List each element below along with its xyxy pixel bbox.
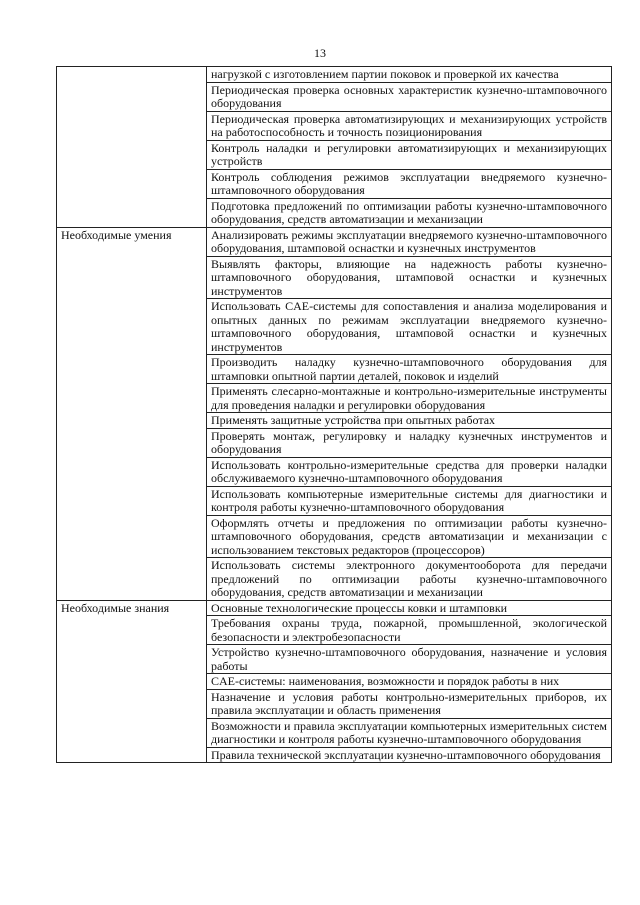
item-cell: Периодическая проверка автоматизирующих и механизирующих устройств на работоспособность и точность позиционирования	[207, 111, 612, 140]
item-cell: Применять слесарно-монтажные и контрольно-измерительные инструменты для проведения наладки и регулировки оборудования	[207, 384, 612, 413]
item-cell: Периодическая проверка основных характеристик кузнечно-штамповочного оборудования	[207, 82, 612, 111]
page-number: 13	[314, 46, 326, 60]
table-row	[57, 227, 612, 256]
item-cell: Анализировать режимы эксплуатации внедряемого кузнечно-штамповочного оборудования, штамповой оснастки и кузнечных инструментов	[207, 227, 612, 256]
item-cell: Выявлять факторы, влияющие на надежность работы кузнечно-штамповочного оборудования, штамповой оснастки и кузнечных инструментов	[207, 256, 612, 299]
item-cell: Контроль соблюдения режимов эксплуатации внедряемого кузнечно-штамповочного оборудования	[207, 169, 612, 198]
item-cell: Производить наладку кузнечно-штамповочного оборудования для штамповки опытной партии деталей, поковок и изделий	[207, 355, 612, 384]
item-cell: Использовать системы электронного документооборота для передачи предложений по оптимизации работы кузнечно-штамповочного оборудования, средств автоматизации и механизации	[207, 558, 612, 601]
item-cell: Контроль наладки и регулировки автоматизирующих и механизирующих устройств	[207, 140, 612, 169]
item-cell: Основные технологические процессы ковки и штамповки	[207, 600, 612, 616]
item-cell: Использовать CAE-системы для сопоставления и анализа моделирования и опытных данных по режимам эксплуатации внедряемого кузнечно-штамповочного оборудования, штамповой оснастки и кузнечных инструментов	[207, 299, 612, 355]
category-cell	[57, 67, 207, 228]
item-cell: нагрузкой с изготовлением партии поковок и проверкой их качества	[207, 67, 612, 83]
item-cell: Подготовка предложений по оптимизации работы кузнечно-штамповочного оборудования, средств автоматизации и механизации	[207, 198, 612, 227]
item-cell: Требования охраны труда, пожарной, промышленной, экологической безопасности и электробезопасности	[207, 616, 612, 645]
item-cell: Оформлять отчеты и предложения по оптимизации работы кузнечно-штамповочного оборудования, средств автоматизации и механизации с использованием текстовых редакторов (процессоров)	[207, 515, 612, 558]
item-cell: CAE-системы: наименования, возможности и порядок работы в них	[207, 674, 612, 690]
item-cell: Использовать контрольно-измерительные средства для проверки наладки обслуживаемого кузнечно-штамповочного оборудования	[207, 457, 612, 486]
item-cell: Правила технической эксплуатации кузнечно-штамповочного оборудования	[207, 747, 612, 763]
category-cell: Необходимые знания	[57, 600, 207, 763]
item-cell: Применять защитные устройства при опытных работах	[207, 413, 612, 429]
item-cell: Проверять монтаж, регулировку и наладку кузнечных инструментов и оборудования	[207, 428, 612, 457]
category-cell: Необходимые умения	[57, 227, 207, 600]
item-cell: Использовать компьютерные измерительные системы для диагностики и контроля работы кузнечно-штамповочного оборудования	[207, 486, 612, 515]
item-cell: Устройство кузнечно-штамповочного оборудования, назначение и условия работы	[207, 645, 612, 674]
table-row	[57, 600, 612, 616]
requirements-table	[56, 66, 612, 763]
requirements-table-body	[57, 67, 612, 763]
table-row	[57, 67, 612, 83]
item-cell: Возможности и правила эксплуатации компьютерных измерительных систем диагностики и контроля работы кузнечно-штамповочного оборудования	[207, 718, 612, 747]
item-cell: Назначение и условия работы контрольно-измерительных приборов, их правила эксплуатации и область применения	[207, 689, 612, 718]
